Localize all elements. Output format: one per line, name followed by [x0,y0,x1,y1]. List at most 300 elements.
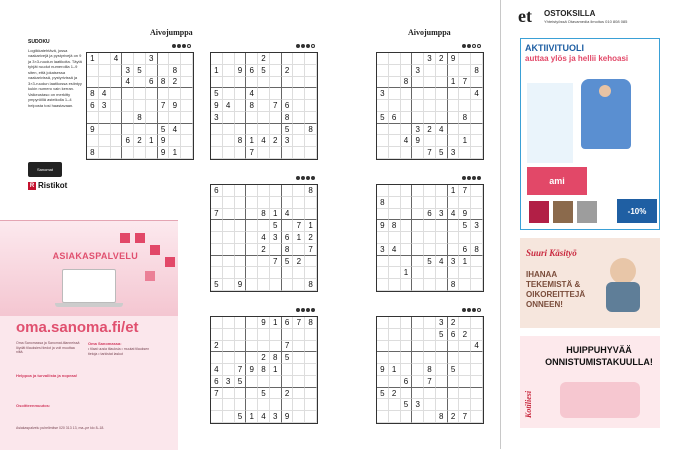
sudoku-cell [471,329,483,341]
sudoku-cell [389,232,401,244]
sudoku-cell [424,112,436,124]
sudoku-cell [412,220,424,232]
sudoku-cell [87,135,99,147]
sudoku-cell [258,88,270,100]
sudoku-cell: 8 [282,244,294,256]
sudoku-cell [471,197,483,209]
sudoku-cell [424,388,436,400]
sudoku-cell [223,399,235,411]
sudoku-cell [401,112,413,124]
sudoku-cell: 7 [459,411,471,423]
ad-suuri-kasityo[interactable] [520,238,660,328]
sudoku-cell [246,77,258,89]
decor-square [150,245,160,255]
difficulty-dot [472,308,476,312]
sudoku-cell [122,88,134,100]
sudoku-cell [146,65,158,77]
sudoku-cell [401,209,413,221]
customer-service-title: ASIAKASPALVELU [52,251,138,261]
sudoku-cell [246,376,258,388]
sudoku-cell: 2 [134,135,146,147]
sudoku-cell: 1 [401,267,413,279]
sudoku-cell [424,352,436,364]
sanomat-logo-text: Sanomat [36,167,53,172]
sudoku-cell: 5 [134,65,146,77]
sudoku-cell: 9 [169,100,181,112]
sudoku-cell [235,388,247,400]
sudoku-cell: 5 [377,112,389,124]
ad1-headline: AKTIIVITUOLI [525,43,584,53]
ad1-subline: auttaa ylös ja hellii kehoasi [525,54,629,63]
sudoku-cell [459,352,471,364]
sudoku-cell [111,147,123,159]
sudoku-cell [211,53,223,65]
sudoku-cell [436,88,448,100]
sudoku-cell: 5 [282,124,294,136]
sudoku-cell [401,364,413,376]
sudoku-cell [258,399,270,411]
sudoku-cell: 2 [270,135,282,147]
sudoku-cell [211,232,223,244]
sudoku-cell: 8 [459,112,471,124]
sudoku-cell: 7 [282,341,294,353]
sudoku-cell [436,65,448,77]
sudoku-cell: 2 [169,77,181,89]
difficulty-dot [296,308,300,312]
sudoku-cell [87,112,99,124]
sudoku-cell [99,147,111,159]
sudoku-cell: 4 [246,88,258,100]
sudoku-cell [181,135,193,147]
sudoku-cell [235,88,247,100]
sudoku-cell [401,388,413,400]
sudoku-cell: 1 [246,411,258,423]
sudoku-cell: 4 [401,135,413,147]
sudoku-grid [210,316,318,424]
sudoku-cell [223,388,235,400]
sudoku-cell: 5 [235,376,247,388]
sudoku-cell: 7 [459,185,471,197]
sudoku-cell [424,329,436,341]
sudoku-cell [223,267,235,279]
sudoku-cell [412,279,424,291]
knit-scarf [606,282,640,312]
sudoku-cell: 8 [424,364,436,376]
sudoku-grid [376,52,484,160]
ad1-brand: ami [527,167,587,195]
sudoku-cell [305,88,317,100]
sudoku-cell [158,112,170,124]
sudoku-cell [424,232,436,244]
sudoku-cell: 4 [471,341,483,353]
sudoku-cell [211,411,223,423]
sudoku-cell [401,197,413,209]
sudoku-cell [223,279,235,291]
customer-service-header [0,221,178,316]
sudoku-cell [111,77,123,89]
sudoku-cell [282,147,294,159]
right-page [508,0,696,449]
sudoku-cell [389,341,401,353]
sudoku-cell [459,388,471,400]
sudoku-cell [436,77,448,89]
ad1-info-box [527,83,573,163]
difficulty-dot [172,44,176,48]
sudoku-cell [389,88,401,100]
sudoku-cell [270,341,282,353]
sudoku-cell [258,341,270,353]
person-head [599,85,611,97]
sudoku-cell [293,341,305,353]
sudoku-instructions [28,40,82,108]
sudoku-cell: 2 [459,329,471,341]
sudoku-cell [246,220,258,232]
sudoku-cell [146,88,158,100]
sudoku-cell: 8 [448,279,460,291]
sudoku-cell [471,53,483,65]
sudoku-cell [87,77,99,89]
difficulty-indicator [462,308,481,312]
sudoku-cell [111,135,123,147]
sudoku-cell: 1 [169,147,181,159]
sudoku-cell [111,100,123,112]
sudoku-cell [270,244,282,256]
sudoku-cell: 3 [412,124,424,136]
sudoku-cell [389,147,401,159]
sudoku-cell [471,364,483,376]
sudoku-cell [258,220,270,232]
sudoku-cell [235,77,247,89]
sudoku-cell [436,341,448,353]
sudoku-cell [305,341,317,353]
sudoku-cell: 3 [436,317,448,329]
sudoku-cell [448,124,460,136]
sudoku-cell [223,53,235,65]
sudoku-cell: 8 [436,411,448,423]
sudoku-cell [389,267,401,279]
sudoku-cell: 1 [448,77,460,89]
sudoku-cell [448,352,460,364]
sudoku-cell [412,185,424,197]
sudoku-cell [246,209,258,221]
sudoku-cell [235,352,247,364]
sudoku-cell [305,376,317,388]
sudoku-cell: 6 [211,376,223,388]
sudoku-cell [223,317,235,329]
difficulty-indicator [296,176,315,180]
sudoku-cell [412,232,424,244]
sudoku-cell [293,135,305,147]
sudoku-cell [412,256,424,268]
sudoku-cell [246,112,258,124]
sudoku-cell: 2 [436,53,448,65]
sudoku-cell [235,100,247,112]
ad3-brand: Kotiliesi [524,390,533,418]
sudoku-cell [235,244,247,256]
decor-square [145,271,155,281]
sudoku-cell [305,352,317,364]
sudoku-cell [389,399,401,411]
sudoku-cell [282,53,294,65]
sudoku-cell: 4 [448,209,460,221]
sudoku-cell [424,279,436,291]
ad-aktiivituoli[interactable] [520,38,660,230]
sudoku-cell: 1 [146,135,158,147]
sudoku-cell: 9 [377,364,389,376]
sudoku-cell [111,88,123,100]
sudoku-cell: 3 [223,376,235,388]
ad-kotiliesi[interactable] [520,336,660,428]
sudoku-cell [436,352,448,364]
decor-square [120,233,130,243]
sudoku-cell [377,53,389,65]
sudoku-cell [436,376,448,388]
sudoku-cell [223,232,235,244]
sudoku-cell [211,197,223,209]
sudoku-cell [471,317,483,329]
sudoku-cell [235,209,247,221]
ad2-text: IHANAA TEKEMISTÄ & OIKOREITTEJÄ ONNEEN! [526,270,586,309]
sudoku-cell [99,112,111,124]
sudoku-cell [258,77,270,89]
sudoku-cell: 8 [471,244,483,256]
sudoku-cell: 9 [235,279,247,291]
sudoku-cell: 7 [158,100,170,112]
sudoku-cell [211,135,223,147]
sudoku-cell: 1 [459,135,471,147]
sudoku-cell [270,197,282,209]
sudoku-cell: 5 [282,352,294,364]
sudoku-cell [471,352,483,364]
sudoku-cell [436,279,448,291]
sudoku-cell [223,124,235,136]
sudoku-cell [459,279,471,291]
sudoku-cell [235,220,247,232]
difficulty-dot [301,308,305,312]
sudoku-cell [412,376,424,388]
sudoku-cell: 8 [401,77,413,89]
sudoku-cell [436,388,448,400]
sudoku-cell [181,53,193,65]
sudoku-cell [158,88,170,100]
customer-service-bottom2: Osoitteenmuutos: [16,403,51,408]
sudoku-cell [293,364,305,376]
difficulty-indicator [296,44,315,48]
sudoku-cell [448,267,460,279]
sudoku-cell: 5 [282,256,294,268]
sudoku-cell: 3 [99,100,111,112]
difficulty-dot [306,44,310,48]
sudoku-cell [401,100,413,112]
sudoku-cell [377,352,389,364]
sudoku-cell: 6 [401,376,413,388]
sudoku-cell: 9 [158,147,170,159]
sudoku-cell [424,267,436,279]
sudoku-cell: 7 [424,147,436,159]
difficulty-dot [311,44,315,48]
sudoku-cell [111,65,123,77]
sudoku-cell: 4 [99,88,111,100]
sudoku-cell [223,135,235,147]
sudoku-cell [389,124,401,136]
sudoku-cell [424,77,436,89]
sudoku-cell [471,124,483,136]
sudoku-cell [459,317,471,329]
sudoku-cell [258,185,270,197]
sudoku-cell: 7 [305,244,317,256]
sudoku-cell [448,399,460,411]
sudoku-cell [471,388,483,400]
difficulty-dot [187,44,191,48]
sudoku-cell [270,388,282,400]
sudoku-cell [235,53,247,65]
sudoku-cell: 6 [87,100,99,112]
chair-thumb-1 [529,201,549,223]
sudoku-cell: 3 [412,399,424,411]
sudoku-cell [389,209,401,221]
sudoku-cell [412,341,424,353]
sudoku-cell [235,185,247,197]
sudoku-cell [270,376,282,388]
sudoku-cell [305,256,317,268]
sudoku-cell: 5 [258,65,270,77]
sudoku-cell [122,124,134,136]
sudoku-cell: 6 [389,112,401,124]
sudoku-cell: 4 [111,53,123,65]
sudoku-cell [235,267,247,279]
difficulty-dot [182,44,186,48]
sanomat-logo [28,162,62,177]
sudoku-cell: 2 [211,341,223,353]
sudoku-cell [223,65,235,77]
sudoku-cell [181,147,193,159]
sudoku-cell [459,53,471,65]
sudoku-cell [305,100,317,112]
sudoku-cell [270,267,282,279]
sudoku-cell [389,77,401,89]
sudoku-cell [305,53,317,65]
sudoku-cell [305,77,317,89]
sudoku-cell [401,65,413,77]
sudoku-cell: 6 [448,329,460,341]
sudoku-cell [235,124,247,136]
sudoku-cell [377,279,389,291]
sudoku-cell [471,100,483,112]
sudoku-cell [211,317,223,329]
sudoku-cell [87,65,99,77]
sudoku-cell [293,77,305,89]
sudoku-cell [169,53,181,65]
sudoku-cell [377,317,389,329]
et-logo: et [518,6,532,26]
sudoku-cell [459,88,471,100]
sudoku-cell: 9 [412,135,424,147]
sudoku-cell: 2 [305,232,317,244]
sudoku-cell [424,399,436,411]
sudoku-cell [305,197,317,209]
sudoku-cell: 2 [448,411,460,423]
sudoku-cell [412,77,424,89]
sudoku-cell [223,88,235,100]
sudoku-cell [293,267,305,279]
difficulty-dot [467,308,471,312]
sudoku-cell [412,209,424,221]
sudoku-cell [246,399,258,411]
sudoku-cell [377,232,389,244]
sudoku-cell: 8 [305,317,317,329]
difficulty-dot [311,176,315,180]
sudoku-cell [401,244,413,256]
sudoku-cell: 4 [258,411,270,423]
sudoku-cell [401,53,413,65]
sudoku-cell: 3 [377,88,389,100]
difficulty-dot [301,44,305,48]
sudoku-cell [111,124,123,136]
sudoku-cell [412,329,424,341]
sudoku-cell [448,100,460,112]
customer-service-col1: Oma Sanomassa ja Sanomat-tilanneissä löydät tilauksiesi tiedot ja voit muuttaa niitä. [16,341,80,355]
sudoku-cell [246,124,258,136]
customer-service-url[interactable]: oma.sanoma.fi/et [16,319,139,336]
sudoku-cell: 4 [471,88,483,100]
sudoku-cell [459,376,471,388]
sudoku-cell [211,77,223,89]
difficulty-dot [462,308,466,312]
sudoku-cell [424,65,436,77]
sudoku-cell: 2 [448,317,460,329]
difficulty-indicator [462,44,481,48]
sudoku-cell [377,341,389,353]
sudoku-cell: 1 [270,209,282,221]
sudoku-cell [134,53,146,65]
ostoksilla-subtitle: Yhteistyössä Otavamedia ilmoitus 010 808 085 [544,19,628,24]
sudoku-cell [401,88,413,100]
sudoku-cell [169,88,181,100]
sudoku-cell: 7 [246,147,258,159]
sudoku-cell [293,376,305,388]
sudoku-cell [258,279,270,291]
sudoku-cell [448,220,460,232]
sudoku-cell: 1 [305,220,317,232]
sudoku-cell [412,364,424,376]
sudoku-cell [459,65,471,77]
sudoku-cell [389,411,401,423]
sudoku-cell: 1 [87,53,99,65]
sudoku-cell [181,77,193,89]
sudoku-cell: 9 [246,364,258,376]
sudoku-cell [305,388,317,400]
sudoku-grid [376,184,484,292]
customer-service-bottom3: Asiakaspalvelu puhelimitse 020 313 13, ma–pe klo 8–18. [16,426,105,430]
sudoku-cell [223,341,235,353]
difficulty-dot [296,44,300,48]
sudoku-cell [270,279,282,291]
sudoku-cell [246,352,258,364]
sudoku-cell: 1 [211,65,223,77]
sudoku-cell [471,112,483,124]
sudoku-cell [436,267,448,279]
sudoku-cell: 3 [270,411,282,423]
sudoku-cell: 8 [246,100,258,112]
sudoku-cell [270,124,282,136]
sudoku-cell [436,112,448,124]
instructions-heading: SUDOKU [28,39,50,45]
sudoku-cell: 5 [459,220,471,232]
sudoku-cell: 8 [305,279,317,291]
sudoku-cell [377,185,389,197]
sudoku-cell [293,112,305,124]
sudoku-cell [270,77,282,89]
